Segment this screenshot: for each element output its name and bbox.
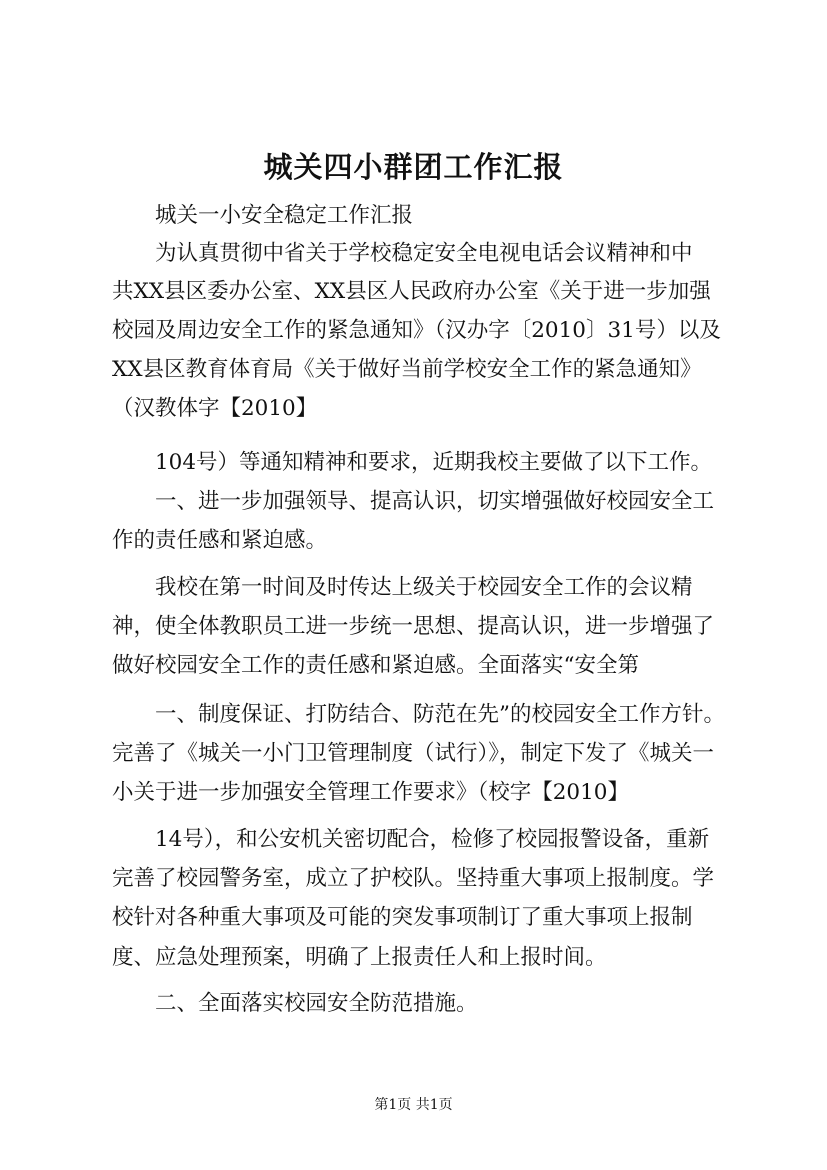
body-line: 校园及周边安全工作的紧急通知》（汉办字〔2010〕31号）以及: [112, 318, 721, 343]
body-line: 二、全面落实校园安全防范措施。: [112, 991, 478, 1016]
body-line: 做好校园安全工作的责任感和紧迫感。全面落实“安全第: [112, 653, 639, 678]
body-line: 校针对各种重大事项及可能的突发事项制订了重大事项上报制: [112, 905, 693, 930]
body-line: 小关于进一步加强安全管理工作要求》（校字【2010】: [112, 780, 629, 805]
body-line: 我校在第一时间及时传达上级关于校园安全工作的会议精: [112, 575, 693, 600]
body-line: 城关一小安全稳定工作汇报: [112, 203, 414, 228]
body-line: 完善了《城关一小门卫管理制度（试行）》，制定下发了《城关一: [112, 741, 715, 766]
body-line: 14号），和公安机关密切配合，检修了校园报警设备，重新: [112, 827, 710, 852]
document-title: 城关四小群团工作汇报: [263, 150, 564, 184]
body-line: XX县区教育体育局《关于做好当前学校安全工作的紧急通知》: [112, 357, 702, 382]
body-line: 104号）等通知精神和要求，近期我校主要做了以下工作。: [112, 450, 713, 475]
body-line: 完善了校园警务室，成立了护校队。坚持重大事项上报制度。学: [112, 866, 715, 891]
body-line: 一、制度保证、打防结合、防范在先”的校园安全工作方针。: [112, 702, 725, 727]
body-line: 作的责任感和紧迫感。: [112, 528, 328, 553]
body-line: 共XX县区委办公室、XX县区人民政府办公室《关于进一步加强: [112, 279, 711, 304]
body-line: 度、应急处理预案，明确了上报责任人和上报时间。: [112, 945, 607, 970]
body-line: 神，使全体教职员工进一步统一思想、提高认识，进一步增强了: [112, 614, 715, 639]
body-line: （汉教体字【2010】: [112, 396, 318, 421]
page-footer: 第1页 共1页: [374, 1097, 453, 1113]
body-line: 为认真贯彻中省关于学校稳定安全电视电话会议精神和中: [112, 241, 693, 266]
body-line: 一、进一步加强领导、提高认识，切实增强做好校园安全工: [112, 489, 715, 514]
